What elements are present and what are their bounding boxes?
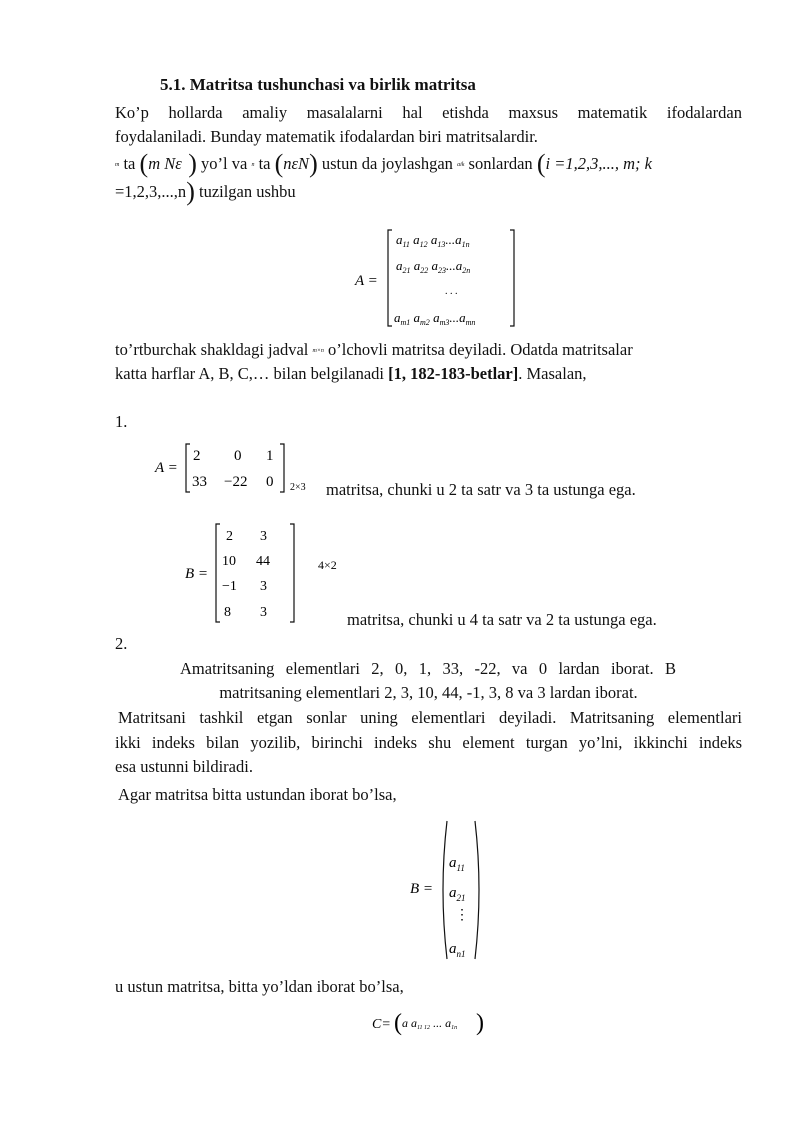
matrix-b-caption: matritsa, chunki u 4 ta satr va 2 ta ustunga ega. bbox=[347, 610, 657, 629]
ta-word-2: ta bbox=[258, 154, 271, 173]
svg-text:a11 a12 a13...a1n: $a_{11}$ $a_{12}$ $a_{13}...a_{1n}$ bbox=[396, 232, 470, 249]
para2-line-2 bbox=[115, 362, 587, 386]
matrix-a-cell: 0 bbox=[234, 448, 242, 464]
para4: Agar matritsa bitta ustundan iborat bo’lsa, bbox=[118, 785, 397, 804]
intro-line-2: foydalaniladi. Bunday matematik ifodalardan biri matritsalardir. bbox=[115, 127, 538, 146]
matrix-b-cell: 3 bbox=[260, 579, 267, 594]
example-number-2: 2. bbox=[115, 634, 128, 653]
sonlardan-text: sonlardan bbox=[468, 154, 533, 173]
definition-line-3: m ta (m Nε ) yo’l va n ta (nεN) ustun da joylashgan aik sonlardan (i =1,2,3,..., m; k bbox=[115, 149, 652, 178]
general-matrix bbox=[350, 222, 530, 332]
para3-line-1: Matritsani tashkil etgan sonlar uning elementlari deyiladi. Matritsaning elementlari bbox=[118, 708, 742, 727]
para3-line-3: esa ustunni bildiradi. bbox=[115, 757, 253, 776]
matrix-b-cell: 8 bbox=[224, 605, 231, 620]
matrix-a-cell: 1 bbox=[266, 448, 274, 464]
matrix-b-cell: 3 bbox=[260, 605, 267, 620]
svg-text:a21: $a_{21}$ bbox=[449, 885, 466, 903]
matrix-a-cell: 0 bbox=[266, 474, 274, 490]
svg-text:a21 a22 a23...a2n: $a_{21}$ $a_{22}$ $a_{23}...a_{2n}$ bbox=[396, 258, 471, 275]
yol-va-text: yo’l va bbox=[201, 154, 248, 173]
matrix-a-cell: 33 bbox=[192, 474, 207, 490]
svg-text:. . .: . . . bbox=[445, 286, 458, 297]
para2-text-d: . Masalan, bbox=[518, 364, 587, 383]
svg-text:(: ( bbox=[394, 1010, 402, 1036]
matrix-b-cell: 2 bbox=[226, 529, 233, 544]
row-matrix bbox=[370, 1005, 500, 1039]
definition-line-4: =1,2,3,...,n) tuzilgan ushbu bbox=[115, 177, 296, 206]
matrix-a bbox=[150, 440, 330, 496]
matrix-b-cell: −1 bbox=[222, 579, 237, 594]
i-range-expr: i =1,2,3,..., m; k bbox=[545, 154, 652, 173]
svg-text:an1: $a_{n1}$ bbox=[449, 941, 466, 959]
matrix-a-caption: matritsa, chunki u 2 ta satr va 3 ta ustunga ega. bbox=[326, 480, 636, 499]
n-in-n-expr: nεN bbox=[283, 154, 310, 173]
para3-line-2: ikki indeks bilan yozilib, birinchi indeks shu element turgan yo’lni, ikkinchi indeks bbox=[115, 733, 742, 752]
matrix-b-cell: 3 bbox=[260, 529, 267, 544]
svg-text:a11: $a_{11}$ bbox=[449, 855, 465, 873]
svg-text:a a11 12 ... a1n: a a11 12 ... a1n bbox=[402, 1016, 458, 1031]
matrix-a-cell: −22 bbox=[224, 474, 248, 490]
m-symbol: m bbox=[115, 162, 120, 169]
column-matrix-lhs: B = bbox=[410, 881, 434, 897]
matrix-b-cell: 44 bbox=[256, 554, 270, 569]
centered-line-2: matritsaning elementlari 2, 3, 10, 44, -1, 3, 8 va 3 lardan iborat. bbox=[219, 683, 638, 702]
k-range-expr: =1,2,3,...,n bbox=[115, 182, 187, 201]
svg-text:am1 am2 am3...amn: $a_{m1}$ $a_{m2}$ $a_{m3}...a_{mn}$ bbox=[394, 310, 476, 327]
m-in-n-expr: m Nε bbox=[148, 154, 182, 173]
row-matrix-lhs: C= bbox=[372, 1017, 391, 1032]
centered-line-1: Amatritsaning elementlari 2, 0, 1, 33, -22, va 0 lardan iborat. B bbox=[180, 659, 676, 678]
ta-word-1: ta bbox=[123, 154, 136, 173]
para2-text-b: o’lchovli matritsa deyiladi. Odatda matritsalar bbox=[328, 340, 633, 359]
tuzilgan-text: tuzilgan ushbu bbox=[198, 182, 296, 201]
para2-line-1 bbox=[115, 338, 633, 363]
matrix-a-size: 2×3 bbox=[290, 482, 306, 493]
para2-text-a: to’rtburchak shakldagi jadval bbox=[115, 340, 309, 359]
para2-text-c: katta harflar A, B, C,… bilan belgilanadi bbox=[115, 364, 384, 383]
n-symbol: n bbox=[251, 162, 255, 169]
column-matrix bbox=[405, 815, 495, 965]
ustun-text: ustun da joylashgan bbox=[321, 154, 453, 173]
matrix-b-lhs: B = bbox=[185, 566, 209, 582]
svg-text:⋮: ⋮ bbox=[455, 908, 469, 923]
svg-text:): ) bbox=[476, 1010, 484, 1036]
para5: u ustun matritsa, bitta yo’ldan iborat bo’lsa, bbox=[115, 977, 404, 996]
matrix-a-lhs: A = bbox=[155, 460, 178, 476]
matrix-b bbox=[180, 520, 360, 626]
reference: [1, 182-183-betlar] bbox=[388, 364, 519, 383]
matrix-b-size: 4×2 bbox=[318, 558, 337, 572]
matrix-b-cell: 10 bbox=[222, 554, 236, 569]
example-number-1: 1. bbox=[115, 412, 128, 431]
matrix-a-cell: 2 bbox=[193, 448, 201, 464]
general-matrix-lhs: A = bbox=[355, 273, 378, 289]
mxn-symbol: m×n bbox=[312, 348, 324, 355]
aik-symbol: aik bbox=[457, 162, 465, 169]
section-title: 5.1. Matritsa tushunchasi va birlik matritsa bbox=[160, 75, 476, 94]
intro-line-1: Ko’p hollarda amaliy masalalarni hal etishda maxsus matematik ifodalardan bbox=[115, 103, 742, 122]
